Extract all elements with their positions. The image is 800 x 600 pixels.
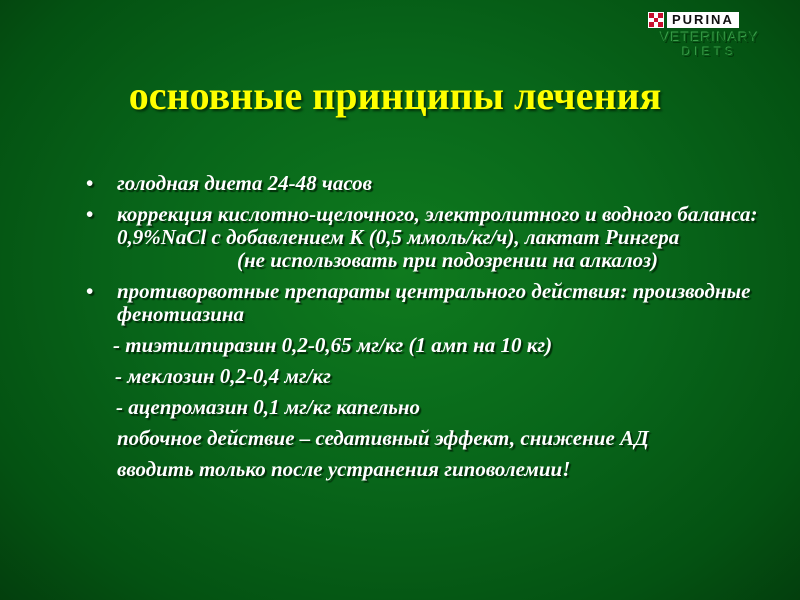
- logo-line-diets: DIETS: [682, 45, 738, 59]
- bullet-text: противорвотные препараты центрального действия: производные фенотиазина: [117, 279, 751, 326]
- logo-brand: PURINA: [667, 12, 739, 28]
- bullet-text: голодная диета 24-48 часов: [117, 171, 373, 195]
- bullet-text: коррекция кислотно-щелочного, электролитного и водного баланса: 0,9%NaCl с добавлением К (0,5 ммоль/кг/ч), лактат Рингера: [117, 202, 758, 249]
- bullet-text-continued: (не использовать при подозрении на алкалоз): [237, 248, 659, 272]
- note-text: побочное действие – седативный эффект, снижение АД: [117, 426, 649, 450]
- bullet-item: [86, 172, 766, 195]
- slide-title: основные принципы лечения: [128, 73, 662, 118]
- slide-body: [86, 172, 766, 489]
- checkerboard-icon: [648, 12, 664, 28]
- purina-veterinary-diets-logo: [620, 10, 790, 70]
- logo-header: [648, 12, 739, 28]
- bullet-marker: •: [86, 279, 94, 303]
- drug-subitem: - ацепромазин 0,1 мг/кг капельно: [116, 395, 421, 419]
- drug-subitem: - меклозин 0,2-0,4 мг/кг: [115, 364, 331, 388]
- bullet-marker: •: [86, 202, 94, 226]
- bullet-item: [86, 203, 766, 272]
- bullet-list: [86, 172, 766, 326]
- logo-line-veterinary: VETERINARY: [660, 29, 760, 45]
- bullet-marker: •: [86, 171, 94, 195]
- note-text: вводить только после устранения гиповолемии!: [117, 457, 571, 481]
- bullet-item: [86, 280, 766, 326]
- drug-subitem: - тиэтилпиразин 0,2-0,65 мг/кг (1 амп на 10 кг): [113, 333, 553, 357]
